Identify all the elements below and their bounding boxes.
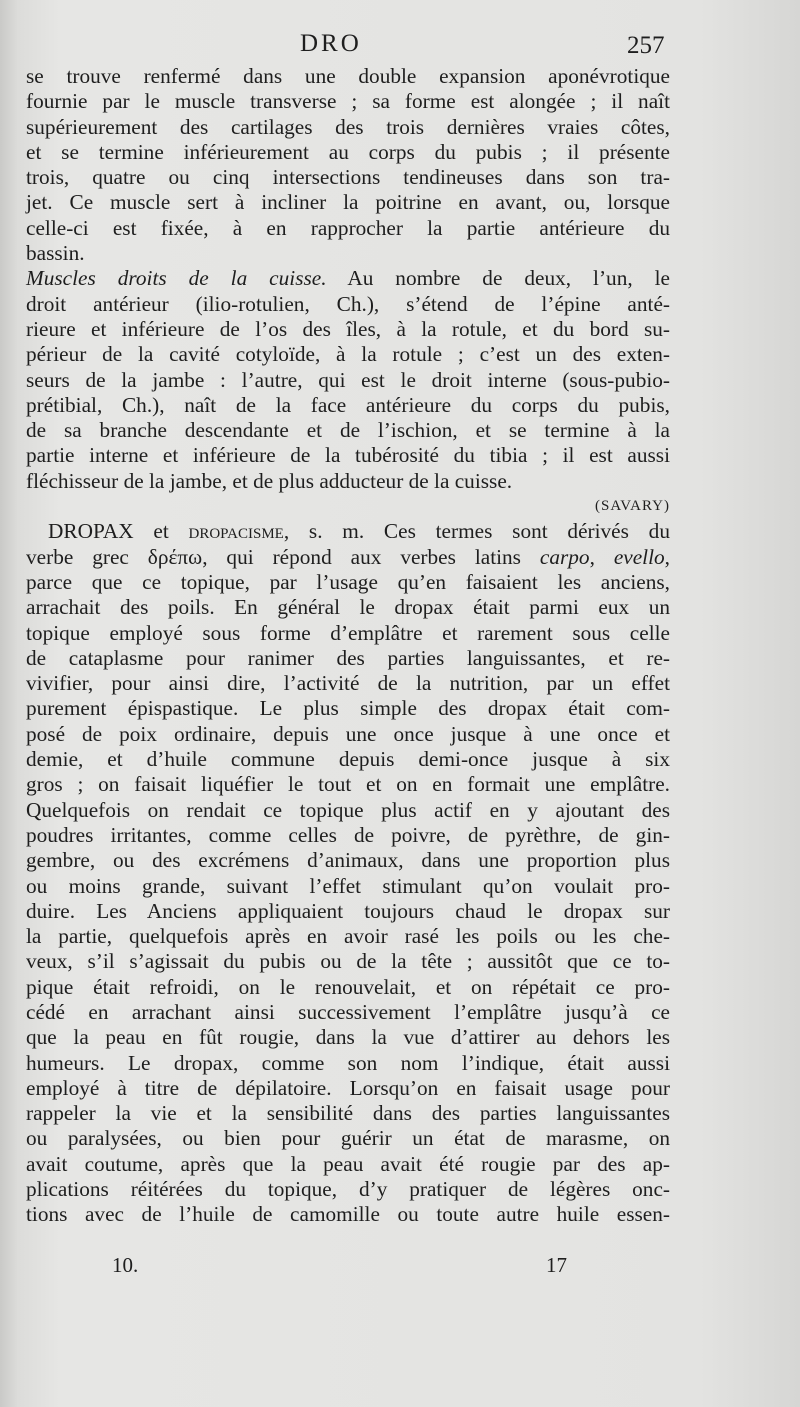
entry-text: , [664, 544, 670, 569]
running-head [0, 30, 800, 66]
text-line: trois, quatre ou cinq intersections tendineuses dans son tra- [26, 165, 670, 190]
entry-heading: Muscles droits de la cuisse. [26, 266, 327, 291]
text-line: partie interne et inférieure de la tubérosité du tibia ; il est aussi [26, 443, 670, 468]
text-line: supérieurement des cartilages des trois dernières vraies côtes, [26, 114, 670, 139]
running-title: DRO [300, 30, 362, 57]
entry-text: et [133, 519, 189, 544]
entry-headword: DROPAX [48, 519, 134, 544]
text-line: gembre, ou des excrémens d’animaux, dans une proportion plus [26, 848, 670, 873]
entry-first-line [26, 266, 670, 291]
text-line: parce que ce topique, par l’usage qu’en faisaient les anciens, [26, 569, 670, 594]
text-line: demie, et d’huile commune depuis demi-once jusque à six [26, 747, 670, 772]
text-line: humeurs. Le dropax, comme son nom l’indique, était aussi [26, 1050, 670, 1075]
muscles-droits-entry [26, 266, 670, 519]
text-line: jet. Ce muscle sert à incliner la poitrine en avant, ou, lorsque [26, 190, 670, 215]
entry-headword-2: dropacisme [188, 519, 284, 544]
text-line: purement épispastique. Le plus simple des dropax était com- [26, 696, 670, 721]
entry-text: verbe grec [26, 544, 148, 569]
text-line: pique était refroidi, on le renouvelait, et on répétait ce pro- [26, 974, 670, 999]
text-line: duire. Les Anciens appliquaient toujours chaud le dropax sur [26, 898, 670, 923]
text-line: ou moins grande, suivant l’effet stimulant qu’on voulait pro- [26, 873, 670, 898]
entry-text: , qui répond aux verbes latins [202, 544, 540, 569]
entry-text: Au nombre de deux, l’un, le [326, 266, 670, 291]
page-footer [0, 1253, 800, 1283]
text-line: prétibial, Ch.), naît de la face antérieure du corps du pubis, [26, 392, 670, 417]
entry-text: , [589, 544, 614, 569]
text-line: Quelquefois on rendait ce topique plus actif en y ajoutant des [26, 797, 670, 822]
text-line: la partie, quelquefois après en avoir rasé les poils ou les che- [26, 924, 670, 949]
text-line: topique employé sous forme d’emplâtre et rarement sous celle [26, 620, 670, 645]
body-text [26, 64, 670, 1228]
text-line: périeur de la cavité cotyloïde, à la rotule ; c’est un des exten- [26, 342, 670, 367]
text-line: rappeler la vie et la sensibilité dans des parties languissantes [26, 1101, 670, 1126]
text-line: seurs de la jambe : l’autre, qui est le droit interne (sous-pubio- [26, 367, 670, 392]
text-line: cédé en arrachant ainsi successivement l’emplâtre jusqu’à ce [26, 999, 670, 1024]
text-line: et se termine inférieurement au corps du pubis ; il présente [26, 139, 670, 164]
text-line: poudres irritantes, comme celles de poivre, de pyrèthre, de gin- [26, 822, 670, 847]
text-line: veux, s’il s’agissait du pubis ou de la tête ; aussitôt que ce to- [26, 949, 670, 974]
text-line: fournie par le muscle transverse ; sa forme est alongée ; il naît [26, 89, 670, 114]
greek-word: δρέπω [147, 544, 203, 569]
text-line: se trouve renfermé dans une double expansion aponévrotique [26, 64, 670, 88]
signature-mark: 17 [546, 1253, 567, 1277]
entry-text: , s. m. Ces termes sont dérivés du [283, 519, 670, 544]
author-signature: (SAVARY) [595, 498, 670, 515]
latin-word: evello [613, 544, 665, 569]
text-line: avait coutume, après que la peau avait été rougie par des ap- [26, 1151, 670, 1176]
text-line: employé à titre de dépilatoire. Lorsqu’on en faisait usage pour [26, 1075, 670, 1100]
text-line: celle-ci est fixée, à en rapprocher la partie antérieure du [26, 215, 670, 240]
text-line: vivifier, pour ainsi dire, l’activité de la nutrition, par un effet [26, 671, 670, 696]
entry-continuation [26, 64, 670, 266]
volume-number: 10. [112, 1253, 139, 1277]
latin-word: carpo [539, 544, 590, 569]
text-line: droit antérieur (ilio-rotulien, Ch.), s’étend de l’épine anté- [26, 291, 670, 316]
text-line: de sa branche descendante et de l’ischion, et se termine à la [26, 418, 670, 443]
text-line: de cataplasme pour ranimer des parties languissantes, et re- [26, 645, 670, 670]
text-line: arrachait des poils. En général le dropax était parmi eux un [26, 595, 670, 620]
text-line: rieure et inférieure de l’os des îles, à la rotule, et du bord su- [26, 316, 670, 341]
entry-first-line [26, 519, 670, 544]
text-line: bassin. [26, 241, 85, 266]
dropax-entry [26, 519, 670, 1227]
text-line: plications réitérées du topique, d’y pratiquer de légères onc- [26, 1177, 670, 1202]
text-line: posé de poix ordinaire, depuis une once jusque à une once et [26, 721, 670, 746]
text-line: fléchisseur de la jambe, et de plus adducteur de la cuisse. [26, 468, 513, 493]
text-line: gros ; on faisait liquéfier le tout et on en formait une emplâtre. [26, 772, 670, 797]
text-line: ou paralysées, ou bien pour guérir un état de marasme, on [26, 1126, 670, 1151]
text-line [26, 545, 670, 570]
text-line: tions avec de l’huile de camomille ou toute autre huile essen- [26, 1202, 670, 1227]
page-number: 257 [627, 32, 665, 59]
text-line: que la peau en fût rougie, dans la vue d’attirer au dehors les [26, 1025, 670, 1050]
